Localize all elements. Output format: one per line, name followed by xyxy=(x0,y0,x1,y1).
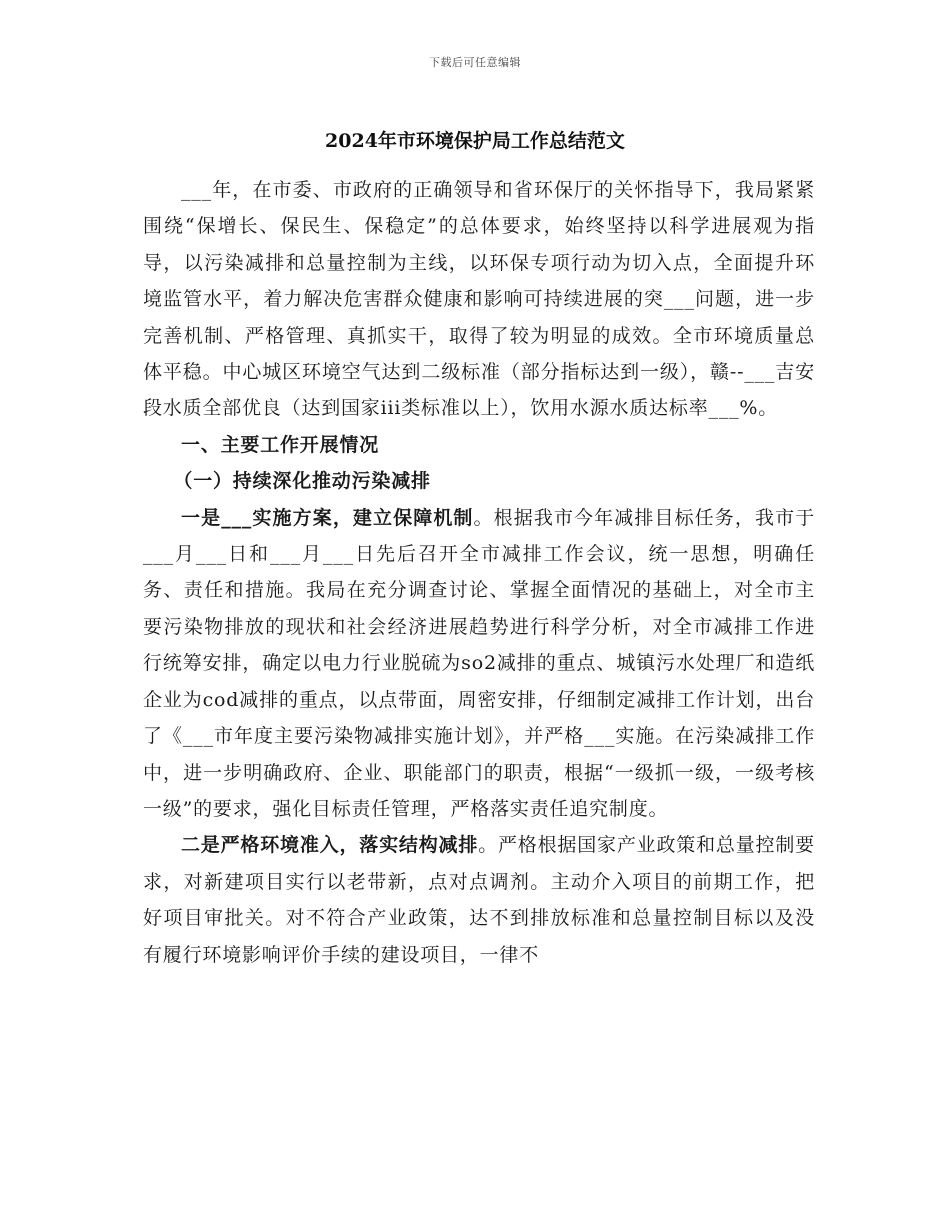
item1-text: 。根据我市今年减排目标任务，我市于___月___日和___月___日先后召开全市减排工作会议，统一思想，明确任务、责任和措施。我局在充分调查讨论、掌握全面情况的基础上，对全市主要污染物排放的现状和社会经济进展趋势进行科学分析，对全市减排工作进行统筹安排，确定以电力行业脱硫为so2减排的重点、城镇污水处理厂和造纸企业为cod减排的重点，以点带面，周密安排，仔细制定减排工作计划，出台了《___市年度主要污染物减排实施计划》，并严格___实施。在污染减排工作中，进一步明确政府、企业、职能部门的职责，根据“一级抓一级，一级考核一级”的要求，强化目标责任管理，严格落实责任追究制度。 xyxy=(143,506,815,820)
item2-paragraph xyxy=(143,827,815,973)
item2-text: 。严格根据国家产业政策和总量控制要求，对新建项目实行以老带新，点对点调剂。主动介入项目的前期工作，把好项目审批关。对不符合产业政策，达不到排放标准和总量控制目标以及没有履行环境影响评价手续的建设项目，一律不 xyxy=(143,834,815,966)
item1-paragraph xyxy=(143,500,815,828)
intro-paragraph: ___年，在市委、市政府的正确领导和省环保厅的关怀指导下，我局紧紧围绕“保增长、保民生、保稳定”的总体要求，始终坚持以科学进展观为指导，以污染减排和总量控制为主线，以环保专项行动为切入点，全面提升环境监管水平，着力解决危害群众健康和影响可持续进展的突___问题，进一步完善机制、严格管理、真抓实干，取得了较为明显的成效。全市环境质量总体平稳。中心城区环境空气达到二级标准（部分指标达到一级），赣--___吉安段水质全部优良（达到国家iii类标准以上），饮用水源水质达标率___%。 xyxy=(143,179,815,420)
item2-lead: 二是严格环境准入，落实结构减排 xyxy=(181,834,479,857)
page-header-note: 下载后可任意编辑 xyxy=(429,56,521,69)
item1-lead: 一是___实施方案，建立保障机制 xyxy=(181,506,474,529)
subsection-heading: （一）持续深化推动污染减排 xyxy=(173,470,431,493)
section-heading: 一、主要工作开展情况 xyxy=(181,433,380,456)
document-body xyxy=(143,172,815,973)
document-title: 2024年市环境保护局工作总结范文 xyxy=(325,130,625,152)
